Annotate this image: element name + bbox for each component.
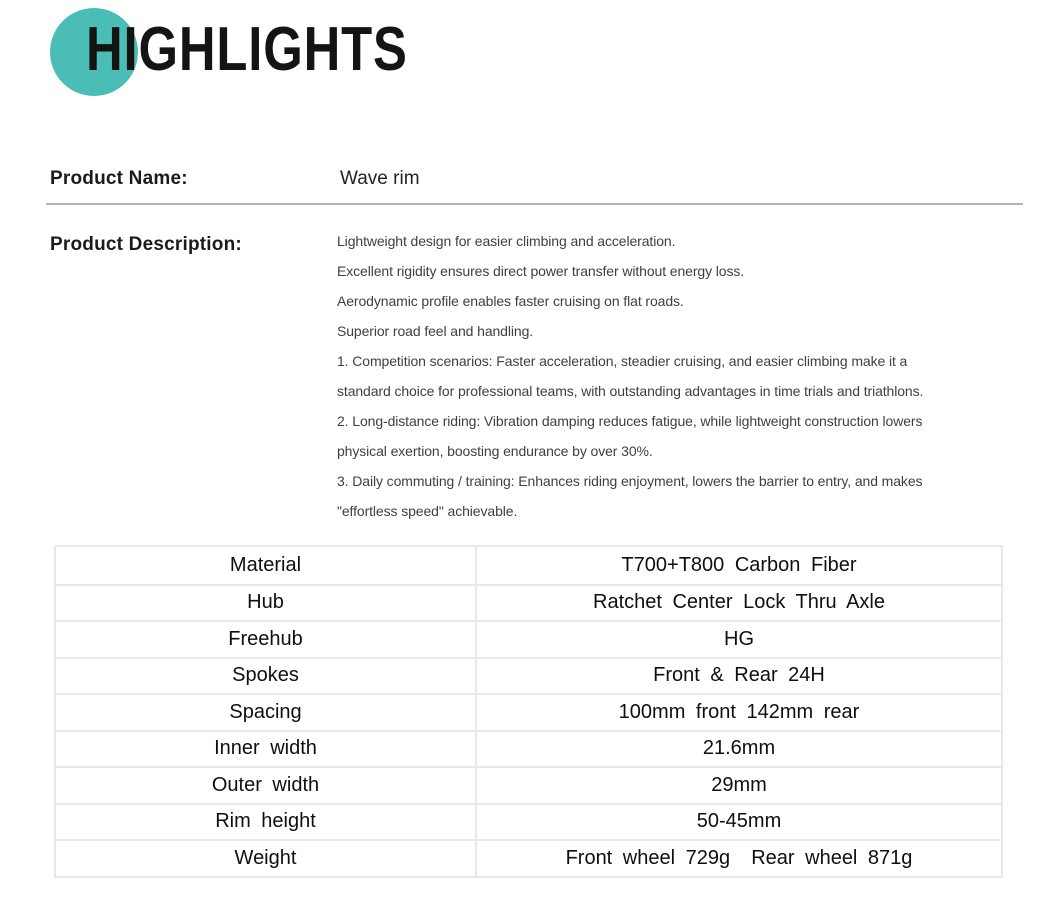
spec-label-cell: Rim height <box>215 810 316 833</box>
spec-table <box>54 545 1003 878</box>
spec-value-cell: 100mm front 142mm rear <box>475 695 1001 730</box>
table-row <box>56 693 1001 730</box>
section-divider <box>46 203 1023 205</box>
spec-label-cell: Spokes <box>232 664 299 687</box>
table-row <box>56 839 1001 876</box>
spec-value-cell: 29mm <box>475 768 1001 803</box>
description-line: physical exertion, boosting endurance by over 30%. <box>337 443 653 459</box>
description-line: Superior road feel and handling. <box>337 323 534 339</box>
product-name-label: Product Name: <box>50 168 188 189</box>
description-line: Lightweight design for easier climbing and acceleration. <box>337 233 676 249</box>
table-row <box>56 803 1001 840</box>
description-line: standard choice for professional teams, with outstanding advantages in time trials and triathlons. <box>337 383 924 399</box>
spec-value-cell: T700+T800 Carbon Fiber <box>475 547 1001 584</box>
spec-value-cell: Front wheel 729g Rear wheel 871g <box>475 841 1001 876</box>
spec-label-cell: Spacing <box>229 700 302 723</box>
table-row <box>56 547 1001 584</box>
spec-value-cell: 50-45mm <box>475 805 1001 840</box>
description-line: 3. Daily commuting / training: Enhances riding enjoyment, lowers the barrier to entry, and makes <box>337 473 923 489</box>
page-title: HIGHLIGHTS <box>86 15 408 84</box>
table-row <box>56 730 1001 767</box>
description-line: Aerodynamic profile enables faster cruising on flat roads. <box>337 293 684 309</box>
spec-value-cell: Ratchet Center Lock Thru Axle <box>475 586 1001 621</box>
description-line: 2. Long-distance riding: Vibration damping reduces fatigue, while lightweight construction lowers <box>337 413 923 429</box>
product-name-value: Wave rim <box>340 168 420 189</box>
table-row <box>56 620 1001 657</box>
spec-value-cell: 21.6mm <box>475 732 1001 767</box>
spec-label-cell: Outer width <box>211 773 320 796</box>
spec-value-cell: Front & Rear 24H <box>475 659 1001 694</box>
spec-value-cell: HG <box>475 622 1001 657</box>
product-description-label: Product Description: <box>50 234 242 255</box>
description-line: "effortless speed" achievable. <box>337 503 518 519</box>
spec-label-cell: Hub <box>247 591 284 614</box>
description-line: Excellent rigidity ensures direct power transfer without energy loss. <box>337 263 745 279</box>
spec-label-cell: Weight <box>234 846 297 869</box>
spec-label-cell: Inner width <box>214 737 317 760</box>
table-row <box>56 657 1001 694</box>
spec-label-cell: Freehub <box>228 627 303 650</box>
description-line: 1. Competition scenarios: Faster acceleration, steadier cruising, and easier climbing make it a <box>337 353 908 369</box>
spec-label-cell: Material <box>229 553 302 576</box>
table-row <box>56 766 1001 803</box>
table-row <box>56 584 1001 621</box>
product-description-text <box>337 226 1027 526</box>
